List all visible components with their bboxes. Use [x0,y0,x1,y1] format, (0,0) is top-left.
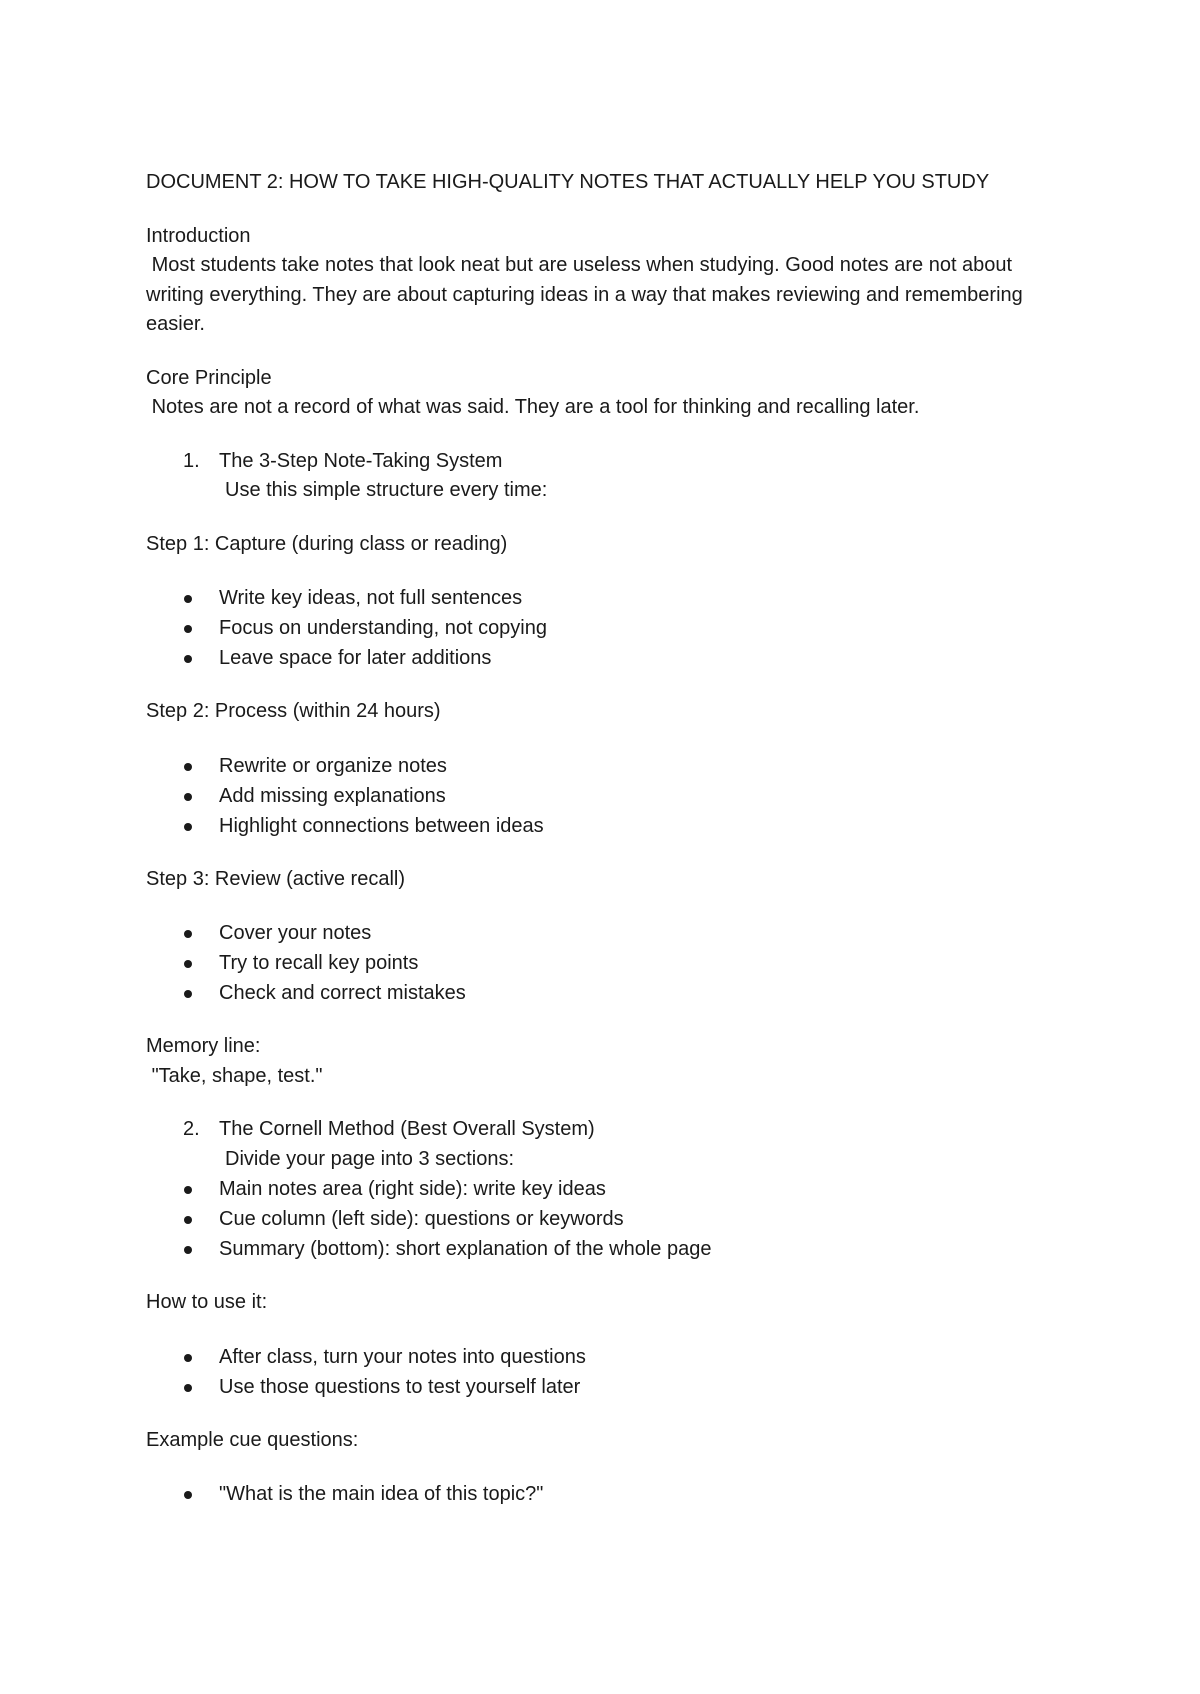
section-2-subtitle: Divide your page into 3 sections: [225,1147,515,1170]
how-to-use-list [146,1342,1066,1402]
list-item: After class, turn your notes into questions [146,1342,1066,1372]
step-2-list [146,751,1066,841]
step-2-heading: Step 2: Process (within 24 hours) [146,700,441,722]
section-2-title: The Cornell Method (Best Overall System) [219,1118,595,1140]
list-item: Cover your notes [146,918,1066,948]
section-1-number: 1. [183,449,200,472]
list-item: Use those questions to test yourself later [146,1372,1066,1402]
memory-line-label: Memory line: [146,1035,261,1057]
list-item [146,1115,1066,1174]
section-2-list [146,1115,1066,1174]
step-1-list [146,583,1066,673]
step-3-list [146,918,1066,1008]
list-item: Check and correct mistakes [146,978,1066,1008]
intro-heading: Introduction [146,224,251,247]
cue-questions-list [146,1479,1066,1509]
list-item: Highlight connections between ideas [146,811,1066,841]
step-3-heading: Step 3: Review (active recall) [146,867,405,890]
section-2-bullets [146,1174,1066,1264]
list-item: Cue column (left side): questions or keywords [146,1204,1066,1234]
memory-line-text: "Take, shape, test." [146,1064,323,1087]
core-principle-heading: Core Principle [146,366,272,389]
document-body [146,168,1066,1509]
intro-text: Most students take notes that look neat but are useless when studying. Good notes are not about writing everything. They are about capturing ideas in a way that makes reviewing and remembering easier. [146,254,1029,335]
cue-questions-heading: Example cue questions: [146,1428,359,1451]
list-item: Rewrite or organize notes [146,751,1066,781]
list-item: "What is the main idea of this topic?" [146,1479,1066,1509]
list-item: Write key ideas, not full sentences [146,583,1066,613]
document-title: DOCUMENT 2: HOW TO TAKE HIGH-QUALITY NOTES THAT ACTUALLY HELP YOU STUDY [146,171,990,193]
list-item: Focus on understanding, not copying [146,613,1066,643]
section-1-subtitle: Use this simple structure every time: [225,479,548,501]
list-item: Add missing explanations [146,781,1066,811]
list-item: Main notes area (right side): write key ideas [146,1174,1066,1204]
section-1-title: The 3-Step Note-Taking System [219,449,503,472]
step-1-heading: Step 1: Capture (during class or reading) [146,532,508,555]
list-item [146,447,1066,506]
core-principle-text: Notes are not a record of what was said. They are a tool for thinking and recalling later. [146,396,920,418]
list-item: Summary (bottom): short explanation of the whole page [146,1234,1066,1264]
list-item: Try to recall key points [146,948,1066,978]
how-to-use-heading: How to use it: [146,1291,268,1313]
list-item: Leave space for later additions [146,643,1066,673]
section-1-list [146,447,1066,506]
section-2-number: 2. [183,1118,200,1140]
